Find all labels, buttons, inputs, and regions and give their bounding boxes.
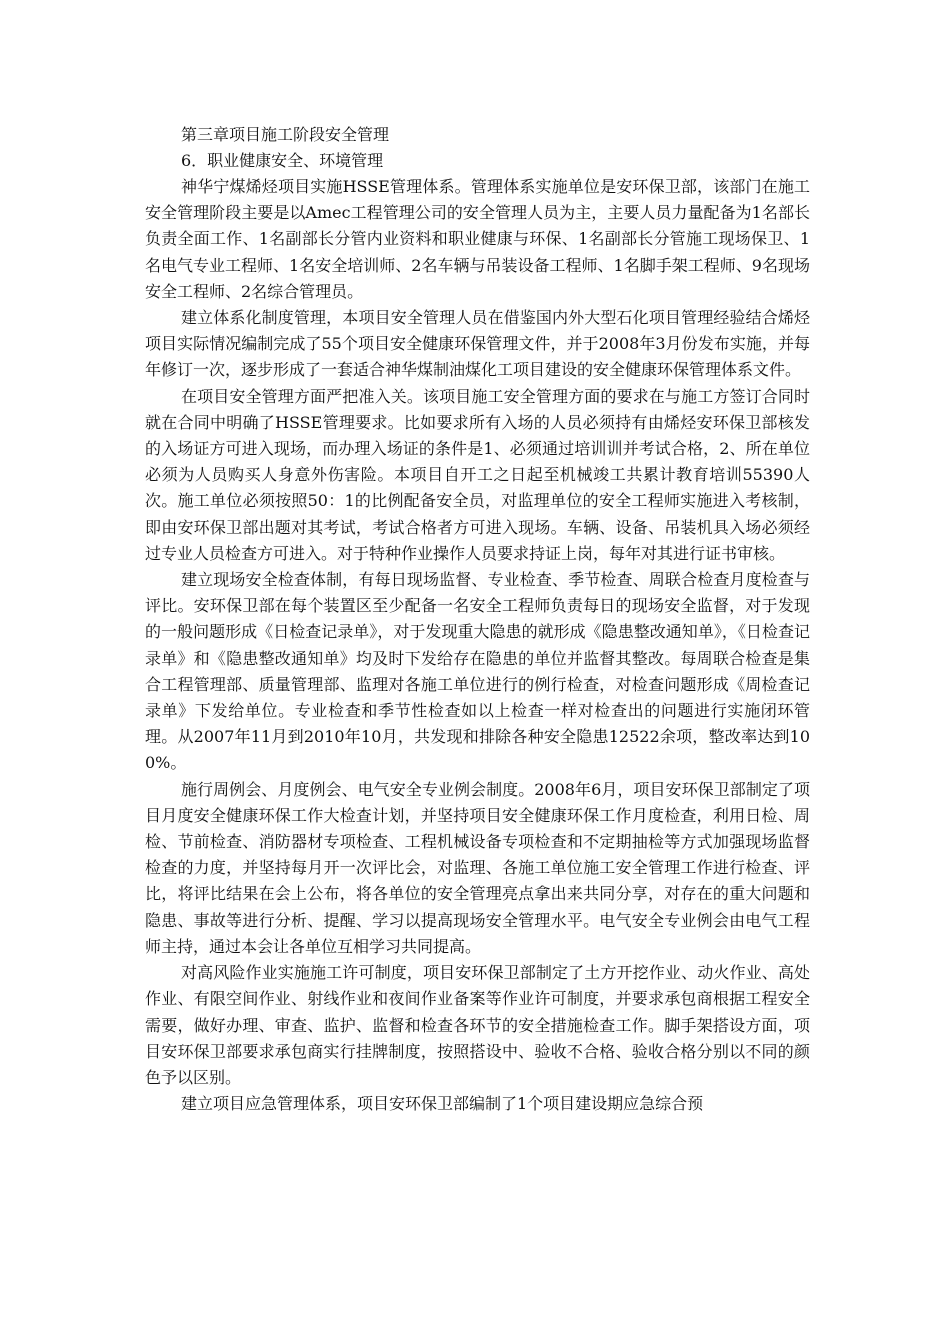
paragraph-emergency-management: 建立项目应急管理体系，项目安环保卫部编制了1个项目建设期应急综合预: [181, 1094, 704, 1114]
paragraph-regular-meetings: 施行周例会、月度例会、电气安全专业例会制度。2008年6月，项目安环保卫部制定了项目月度安全健康环保工作大检查计划，并坚持项目安全健康环保工作月度检查，利用日检、周检、节前检查、消防器材专项检查、工程机械设备专项检查和不定期抽检等方式加强现场监督检查的力度，并坚持每月开一次评比会，对监理、各施工单位施工安全管理工作进行检查、评比，将评比结果在会上公布，将各单位的安全管理亮点拿出来共同分享，对存在的重大问题和隐患、事故等进行分析、提醒、学习以提高现场安全管理水平。电气安全专业例会由电气工程师主持，通过本会让各单位互相学习共同提高。: [145, 779, 810, 956]
paragraph-access-control: 在项目安全管理方面严把准入关。该项目施工安全管理方面的要求在与施工方签订合同时就在合同中明确了HSSE管理要求。比如要求所有入场的人员必须持有由烯烃安环保卫部核发的入场证方可进入现场，而办理入场证的条件是1、必须通过培训训并考试合格，2、所在单位必须为人员购买人身意外伤害险。本项目自开工之日起至机械竣工共累计教育培训55390人次。施工单位必须按照50：1的比例配备安全员，对监理单位的安全工程师实施进入考核制，即由安环保卫部出题对其考试，考试合格者方可进入现场。车辆、设备、吊装机具入场必须经过专业人员检查方可进入。对于特种作业操作人员要求持证上岗，每年对其进行证书审核。: [145, 386, 810, 563]
document-page: [145, 122, 810, 1117]
paragraph-safety-inspection: 建立现场安全检查体制，有每日现场监督、专业检查、季节检查、周联合检查月度检查与评比。安环保卫部在每个装置区至少配备一名安全工程师负责每日的现场安全监督，对于发现的一般问题形成《日检查记录单》，对于发现重大隐患的就形成《隐患整改通知单》，《日检查记录单》和《隐患整改通知单》均及时下发给存在隐患的单位并监督其整改。每周联合检查是集合工程管理部、质量管理部、监理对各施工单位进行的例行检查，对检查问题形成《周检查记录单》下发给单位。专业检查和季节性检查如以上检查一样对检查出的问题进行实施闭环管理。从2007年11月到2010年10月，共发现和排除各种安全隐患12522余项，整改率达到100%。: [145, 570, 810, 773]
chapter-title: 第三章项目施工阶段安全管理: [181, 125, 390, 144]
paragraph-hsse-system: 神华宁煤烯烃项目实施HSSE管理体系。管理体系实施单位是安环保卫部，该部门在施工安全管理阶段主要是以Amec工程管理公司的安全管理人员为主，主要人员力量配备为1名部长负责全面工作、1名副部长分管内业资料和职业健康与环保、1名副部长分管施工现场保卫、1名电气专业工程师、1名安全培训师、2名车辆与吊装设备工程师、1名脚手架工程师、9名现场安全工程师、2名综合管理员。: [145, 177, 810, 301]
paragraph-work-permit: 对高风险作业实施施工许可制度，项目安环保卫部制定了土方开挖作业、动火作业、高处作业、有限空间作业、射线作业和夜间作业备案等作业许可制度，并要求承包商根据工程安全需要，做好办理、审查、监护、监督和检查各环节的安全措施检查工作。脚手架搭设方面，项目安环保卫部要求承包商实行挂牌制度，按照搭设中、验收不合格、验收合格分别以不同的颜色予以区别。: [145, 963, 810, 1087]
section-title: 6．职业健康安全、环境管理: [181, 151, 384, 170]
paragraph-institutional-management: 建立体系化制度管理，本项目安全管理人员在借鉴国内外大型石化项目管理经验结合烯烃项目实际情况编制完成了55个项目安全健康环保管理文件，并于2008年3月份发布实施，并每年修订一次，逐步形成了一套适合神华煤制油煤化工项目建设的安全健康环保管理体系文件。: [145, 308, 810, 380]
